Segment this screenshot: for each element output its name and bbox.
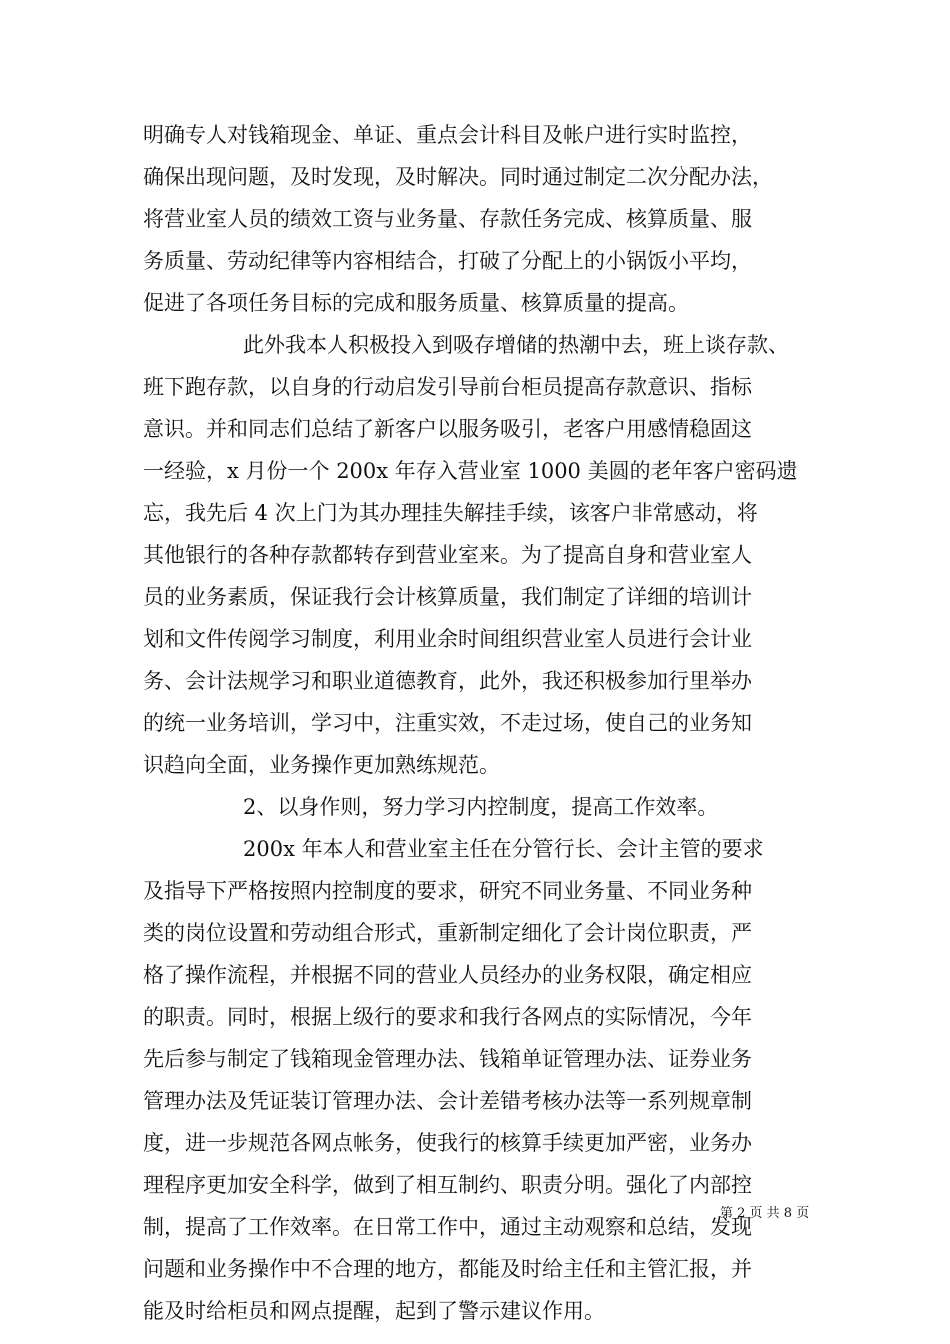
document-body: [143, 114, 813, 1332]
text-line: 班下跑存款，以自身的行动启发引导前台柜员提高存款意识、指标: [143, 375, 752, 399]
page-number: 第 2 页 共 8 页: [720, 1206, 810, 1221]
text-line: 识趋向全面，业务操作更加熟练规范。: [143, 753, 500, 777]
text-line: 格了操作流程，并根据不同的营业人员经办的业务权限，确定相应: [143, 963, 752, 987]
paragraph-start-line: 200x 年本人和营业室主任在分管行长、会计主管的要求: [243, 837, 764, 861]
section-heading: 2、以身作则，努力学习内控制度，提高工作效率。: [243, 795, 719, 819]
text-line: 划和文件传阅学习制度，利用业余时间组织营业室人员进行会计业: [143, 627, 752, 651]
text-line: 意识。并和同志们总结了新客户以服务吸引，老客户用感情稳固这: [143, 417, 752, 441]
text-line: 一经验，x 月份一个 200x 年存入营业室 1000 美圆的老年客户密码遗: [143, 459, 798, 483]
text-line: 管理办法及凭证装订管理办法、会计差错考核办法等一系列规章制: [143, 1089, 752, 1113]
text-line: 其他银行的各种存款都转存到营业室来。为了提高自身和营业室人: [143, 543, 752, 567]
text-line: 的职责。同时，根据上级行的要求和我行各网点的实际情况，今年: [143, 1005, 752, 1029]
paragraph-start-line: 此外我本人积极投入到吸存增储的热潮中去，班上谈存款、: [243, 333, 789, 357]
text-line: 促进了各项任务目标的完成和服务质量、核算质量的提高。: [143, 291, 689, 315]
text-line: 忘，我先后 4 次上门为其办理挂失解挂手续，该客户非常感动，将: [143, 501, 758, 525]
text-line: 度，进一步规范各网点帐务，使我行的核算手续更加严密，业务办: [143, 1131, 752, 1155]
text-line: 务、会计法规学习和职业道德教育，此外，我还积极参加行里举办: [143, 669, 752, 693]
text-line: 的统一业务培训，学习中，注重实效，不走过场，使自己的业务知: [143, 711, 752, 735]
text-line: 务质量、劳动纪律等内容相结合，打破了分配上的小锅饭小平均，: [143, 249, 752, 273]
text-line: 将营业室人员的绩效工资与业务量、存款任务完成、核算质量、服: [143, 207, 752, 231]
text-line: 确保出现问题，及时发现，及时解决。同时通过制定二次分配办法，: [143, 165, 773, 189]
text-line: 及指导下严格按照内控制度的要求，研究不同业务量、不同业务种: [143, 879, 752, 903]
text-line: 制，提高了工作效率。在日常工作中，通过主动观察和总结，发现: [143, 1215, 752, 1239]
text-line: 理程序更加安全科学，做到了相互制约、职责分明。强化了内部控: [143, 1173, 752, 1197]
text-line: 先后参与制定了钱箱现金管理办法、钱箱单证管理办法、证券业务: [143, 1047, 752, 1071]
text-line: 明确专人对钱箱现金、单证、重点会计科目及帐户进行实时监控，: [143, 123, 752, 147]
text-line: 类的岗位设置和劳动组合形式，重新制定细化了会计岗位职责，严: [143, 921, 752, 945]
text-line: 能及时给柜员和网点提醒，起到了警示建议作用。: [143, 1299, 605, 1323]
text-line: 员的业务素质，保证我行会计核算质量，我们制定了详细的培训计: [143, 585, 752, 609]
text-line: 问题和业务操作中不合理的地方，都能及时给主任和主管汇报，并: [143, 1257, 752, 1281]
